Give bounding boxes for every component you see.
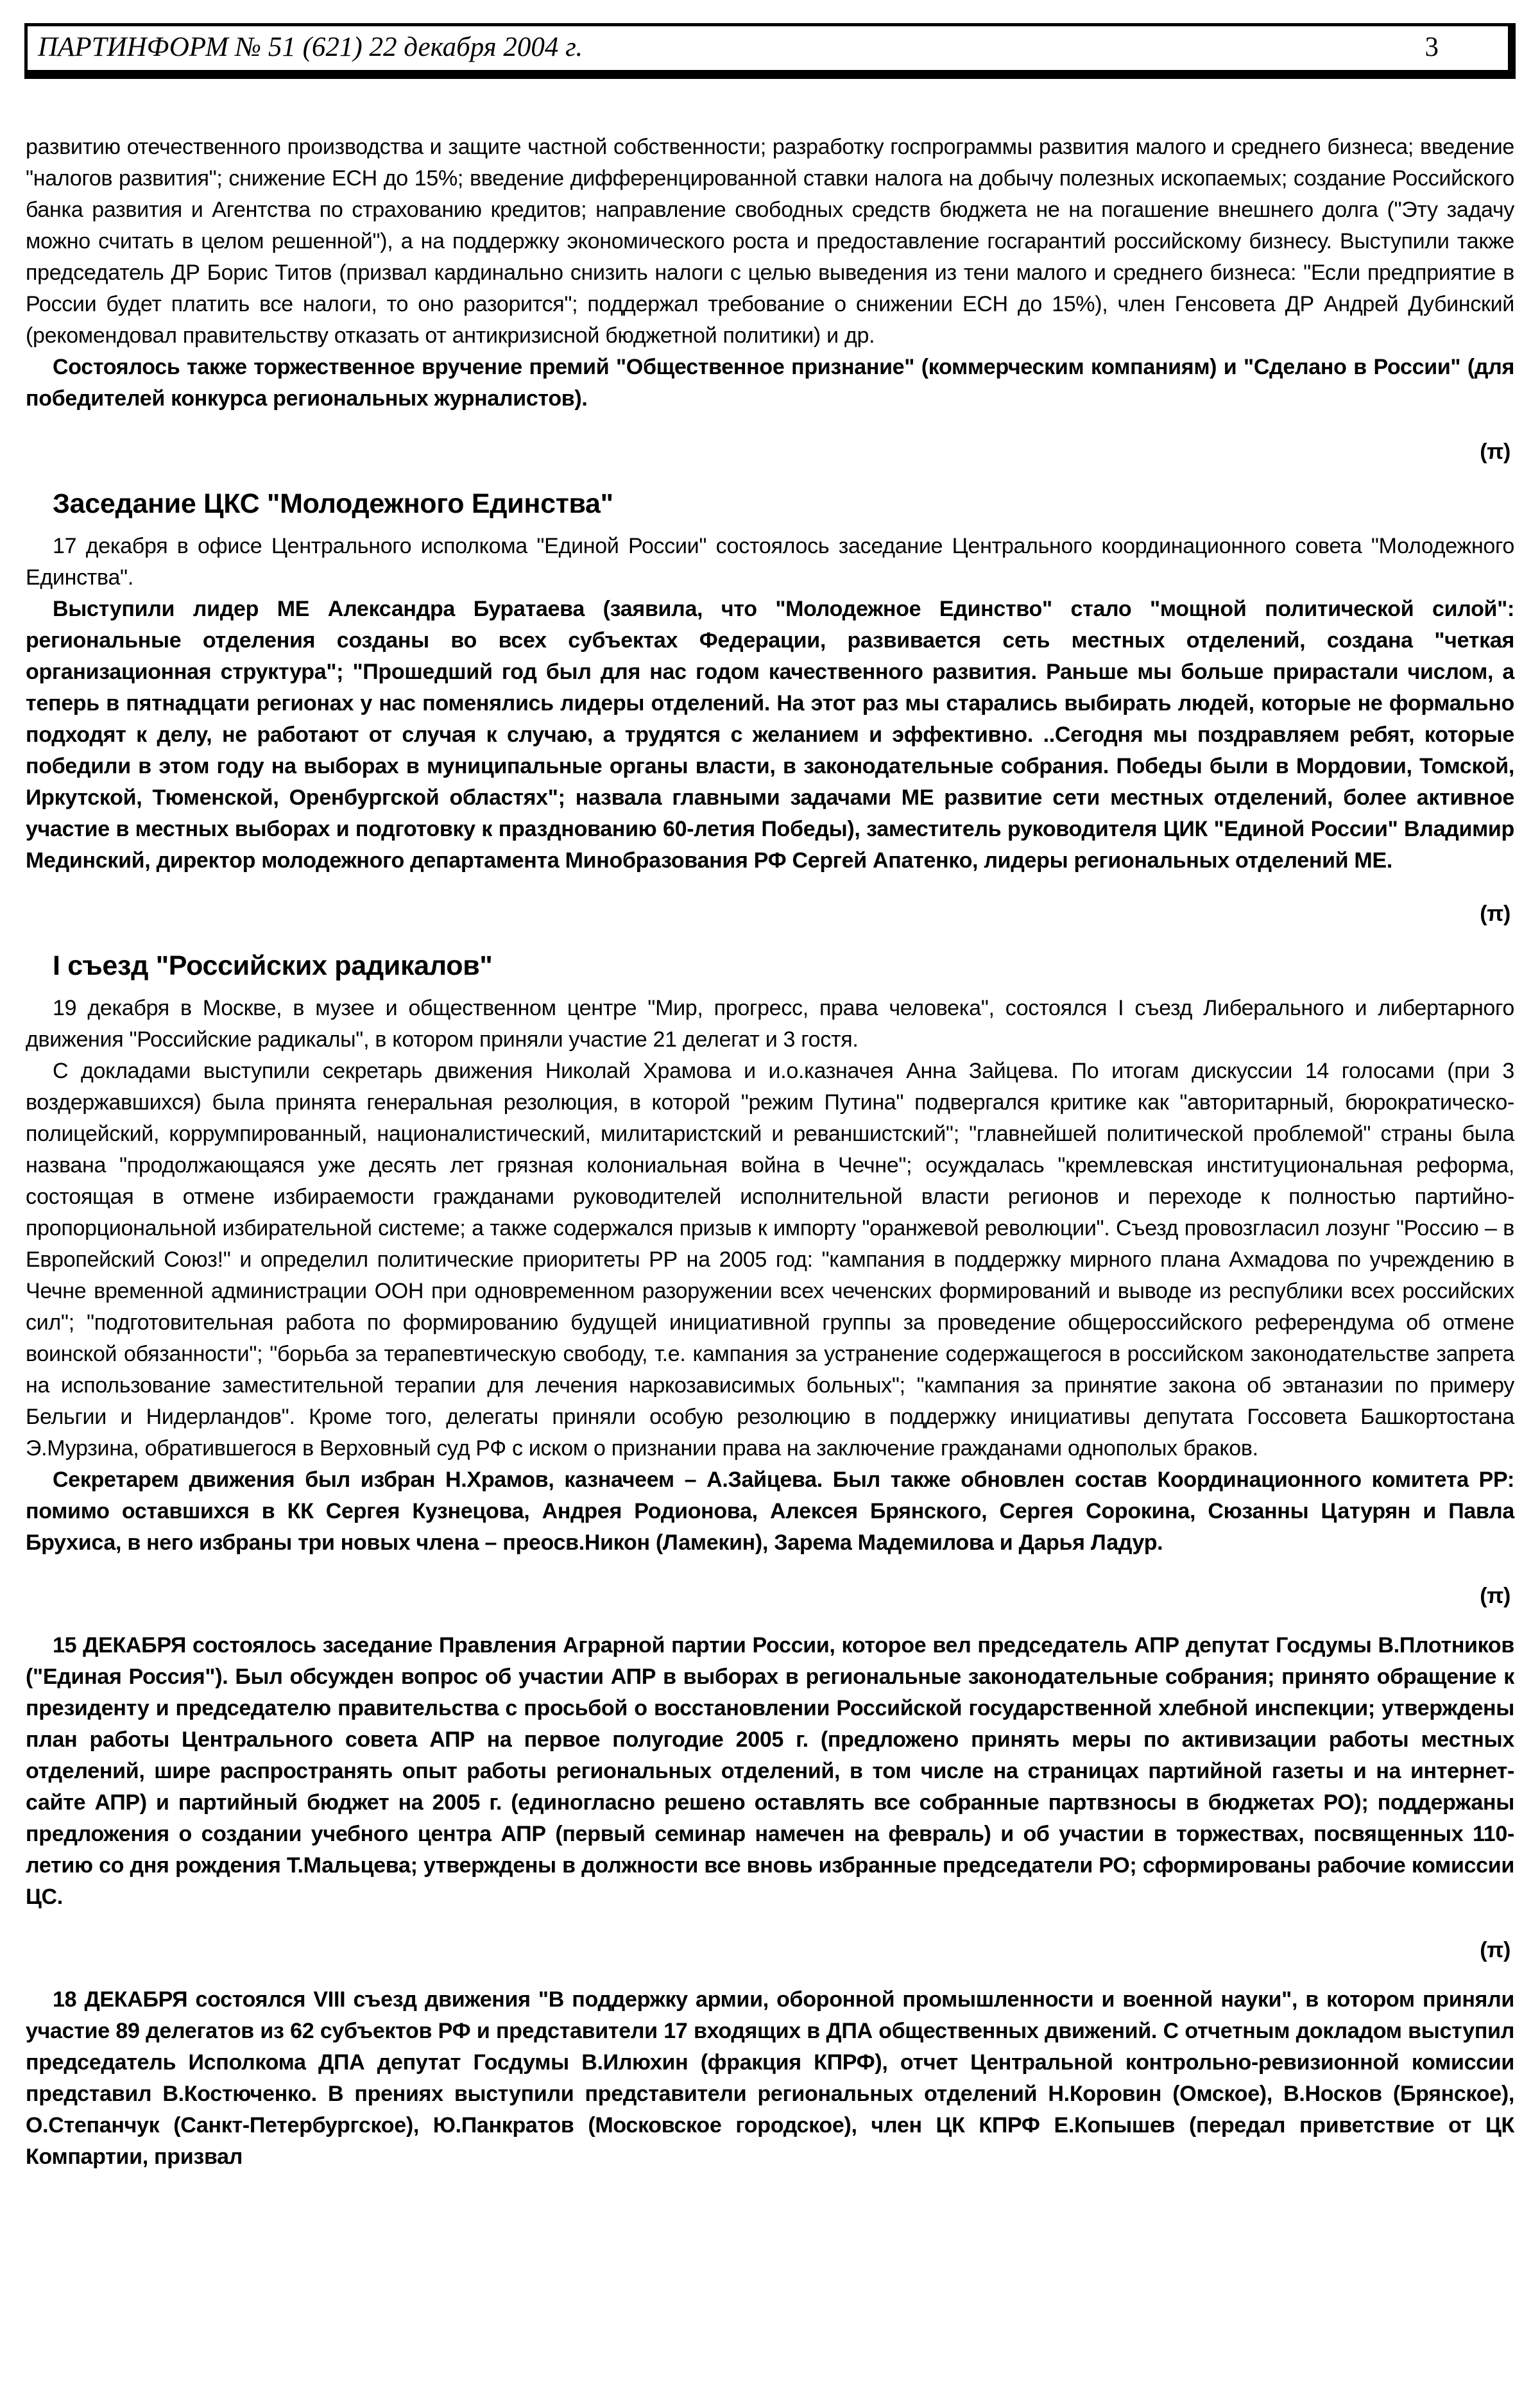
newsletter-header — [24, 23, 1516, 79]
paragraph-radicals-congress-intro: 19 декабря в Москве, в музее и общественном центре "Мир, прогресс, права человека", состоялся I съезд Либерального и либертарного движения "Российские радикалы", в котором приняли участие 21 делегат и 3 гостя. — [26, 996, 1514, 1052]
paragraph-awards-summary: Состоялось также торжественное вручение премий "Общественное признание" (коммерческим компаниям) и "Сделано в России" (для победителей конкурса региональных журналистов). — [26, 355, 1514, 411]
paragraph-radicals-resolution: С докладами выступили секретарь движения Николай Храмова и и.о.казначея Анна Зайцева. По итогам дискуссии 14 голосами (при 3 воздержавшихся) была принята генеральная резолюция, в которой "режим Путина" подвергался критике как "авторитарный, бюрократическо-полицейский, коррумпированный, националистический, милитаристский и реваншистский"; "главнейшей политической проблемой" страны была названа "продолжающаяся уже десять лет грязная колониальная война в Чечне"; осуждалась "кремлевская институциональная реформа, состоящая в отмене избираемости гражданами руководителей исполнительной власти регионов и переходе к полностью партийно-пропорциональной избирательной системе; а также содержался призыв к импорту "оранжевой революции". Съезд провозгласил лозунг "Россию – в Европейский Союз!" и определил политические приоритеты РР на 2005 год: "кампания в поддержку мирного плана Ахмадова по учреждению в Чечне временной администрации ООН при одновременном разоружении всех чеченских формирований и выводе из республики всех российских сил"; "подготовительная работа по формированию будущей инициативной группы за проведение общероссийского референдума об отмене воинской обязанности"; "борьба за терапевтическую свободу, т.е. кампания за устранение содержащегося в российском законодательстве запрета на использование заместительной терапии для лечения наркозависимых больных"; "кампания за принятие закона об эвтаназии по примеру Бельгии и Нидерландов". Кроме того, делегаты приняли особую резолюцию в поддержку инициативы депутата Госсовета Башкортостана Э.Мурзина, обратившегося в Верховный суд РФ с иском о признании права на заключение гражданами однополых браков. — [26, 1059, 1514, 1461]
paragraph-me-meeting-intro: 17 декабря в офисе Центрального исполкома "Единой России" состоялось заседание Центрального координационного совета "Молодежного Единства". — [26, 534, 1514, 590]
paragraph-business-program-continued: развитию отечественного производства и защите частной собственности; разработку госпрограммы развития малого и среднего бизнеса; введение "налогов развития"; снижение ЕСН до 15%; введение дифференцированной ставки налога на добычу полезных ископаемых; создание Российского банка развития и Агентства по страхованию кредитов; направление свободных средств бюджета не на погашение внешнего долга ("Эту задачу можно считать в целом решенной"), а на поддержку экономического роста и предоставление госгарантий российскому бизнесу. Выступили также председатель ДР Борис Титов (призвал кардинально снизить налоги с целью выведения из тени малого и среднего бизнеса: "Если предприятие в России будет платить все налоги, то оно разорится"; поддержал требование о снижении ЕСН до 15%), член Генсовета ДР Андрей Дубинский (рекомендовал правительству отказать от антикризисной бюджетной политики) и др. — [26, 135, 1514, 348]
section-heading-syezd-rossiyskih-radikalov: I съезд "Российских радикалов" — [53, 950, 493, 981]
document-body — [26, 132, 1514, 2173]
paragraph-apr-15-december: 15 ДЕКАБРЯ состоялось заседание Правления Аграрной партии России, которое вел председатель АПР депутат Госдумы В.Плотников ("Единая Россия"). Был обсужден вопрос об участии АПР в выборах в региональные законодательные собрания; принято обращение к президенту и председателю правительства с просьбой о восстановлении Российской государственной хлебной инспекции; утверждены план работы Центрального совета АПР на первое полугодие 2005 г. (предложено принять меры по активизации работы местных отделений, шире распространять опыт работы региональных отделений, в том числе на страницах партийной газеты и на интернет-сайте АПР) и партийный бюджет на 2005 г. (единогласно решено оставлять все собранные партвзносы в бюджетах РО); поддержаны предложения о создании учебного центра АПР (первый семинар намечен на февраль) и об участии в торжествах, посвященных 110-летию со дня рождения Т.Мальцева; утверждены в должности все вновь избранные председатели РО; сформированы рабочие комиссии ЦС. — [26, 1633, 1514, 1909]
paragraph-dpa-18-december: 18 ДЕКАБРЯ состоялся VIII съезд движения "В поддержку армии, оборонной промышленности и военной науки", в котором приняли участие 89 делегатов из 62 субъектов РФ и представители 17 входящих в ДПА общественных движений. С отчетным докладом выступил председатель Исполкома ДПА депутат Госдумы В.Илюхин (фракция КПРФ), отчет Центральной контрольно-ревизионной комиссии представил В.Костюченко. В прениях выступили представители региональных отделений Н.Коровин (Омское), В.Носков (Брянское), О.Степанчук (Санкт-Петербургское), Ю.Панкратов (Московское городское), член ЦК КПРФ Е.Копышев (передал приветствие от ЦК Компартии, призвал — [26, 1987, 1514, 2169]
paragraph-radicals-elections-summary: Секретарем движения был избран Н.Храмов, казначеем – А.Зайцева. Был также обновлен состав Координационного комитета РР: помимо оставшихся в КК Сергея Кузнецова, Андрея Родионова, Алексея Брянского, Сергея Сорокина, Сюзанны Цатурян и Павла Брухиса, в него избраны три новых члена – преосв.Никон (Ламекин), Зарема Мадемилова и Дарья Ладур. — [26, 1468, 1514, 1555]
section-end-marker: (π) — [1480, 1584, 1510, 1608]
section-end-marker: (π) — [1480, 1938, 1510, 1962]
newsletter-title: ПАРТИНФОРМ № 51 (621) 22 декабря 2004 г. — [38, 32, 583, 62]
page-number: 3 — [1425, 32, 1439, 62]
paragraph-me-speakers-summary: Выступили лидер МЕ Александра Буратаева (заявила, что "Молодежное Единство" стало "мощной политической силой": региональные отделения созданы во всех субъектах Федерации, развивается сеть местных отделений, создана "четкая организационная структура"; "Прошедший год был для нас годом качественного развития. Раньше мы больше прирастали числом, а теперь в пятнадцати регионах у нас поменялись лидеры отделений. На этот раз мы старались выбирать людей, которые не формально подходят к делу, не работают от случая к случаю, а трудятся с желанием и эффективно. ..Сегодня мы поздравляем ребят, которые победили в этом году на выборах в муниципальные органы власти, в законодательные собрания. Победы были в Мордовии, Томской, Иркутской, Тюменской, Оренбургской областях"; назвала главными задачами МЕ развитие сети местных отделений, более активное участие в местных выборах и подготовку к празднованию 60-летия Победы), заместитель руководителя ЦИК "Единой России" Владимир Мединский, директор молодежного департамента Минобразования РФ Сергей Апатенко, лидеры региональных отделений МЕ. — [26, 597, 1514, 873]
section-heading-zasedanie-cks-molodezhnogo-edinstva: Заседание ЦКС "Молодежного Единства" — [53, 488, 613, 519]
section-end-marker: (π) — [1480, 440, 1510, 464]
section-end-marker: (π) — [1480, 902, 1510, 926]
